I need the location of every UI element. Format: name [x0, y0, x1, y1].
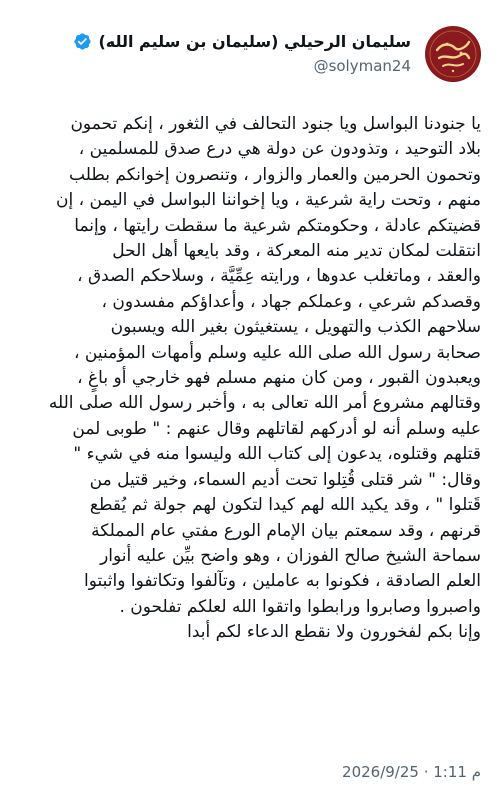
- tweet-line: سماحة الشيخ صالح الفوزان ، وهو واضح بيِّن عليه أنوار: [100, 545, 481, 566]
- display-name[interactable]: سليمان الرحيلي (سليمان بن سليم الله): [98, 32, 411, 51]
- tweet-line: سلاحهم الكذب والتهويل ، يستغيثون بغير الله ويسبون: [110, 317, 481, 338]
- tweet-line: وقتالهم مشروع أمر الله تعالى به ، وأخبر رسول الله صلى الله: [48, 393, 481, 414]
- tweet-line: وقال: " شر قتلى قُتِلوا تحت أديم السماء، وخير قتيل من: [89, 469, 481, 490]
- tweet-line: انتقلت لمكان تدير منه المعركة ، وقد بايعها أهل الحل: [112, 241, 481, 262]
- tweet-line: وتحمون الحرمين والعمار والزوار ، وتنصرون إخوانكم بطلب: [69, 164, 481, 185]
- tweet-line: العلم الصادقة ، فكونوا به عاملين ، وتآلفوا وتكاتفوا واثبتوا: [84, 571, 481, 592]
- tweet-line: قضيتكم عادلة ، وحكومتكم شرعية ما سقطت رايتها ، وإنما: [74, 215, 481, 236]
- tweet-body: [12, 112, 481, 646]
- tweet-line: منهم ، وتحت راية شرعية ، ويا إخواننا البواسل في اليمن ، إن: [56, 190, 481, 211]
- tweet-line: قَتلوا " ، وقد يكيد الله لهم كيدا لتكون لهم جولة ثم يُقطع: [89, 495, 481, 516]
- tweet-line: قتلهم وقتلوه، يدعون إلى كتاب الله وليسوا منه في شيء ": [73, 444, 481, 465]
- tweet-header: [16, 26, 481, 86]
- tweet-line: عليه وسلم أنه لو أدركهم لقاتلهم وقال عنهم : " طوبى لمن: [72, 418, 481, 439]
- display-name-row: [73, 32, 411, 51]
- verified-badge-icon: [73, 32, 92, 51]
- tweet-line: قرنهم ، وقد سمعتم بيان الإمام الورع مفتي عام المملكة: [91, 520, 481, 541]
- author-names: [73, 32, 411, 75]
- tweet-line: وإنا بكم لفخورون ولا نقطع الدعاء لكم أبدا: [187, 622, 481, 643]
- avatar[interactable]: [425, 26, 481, 82]
- author-handle[interactable]: @solyman24: [313, 57, 411, 75]
- tweet-line: وقصدكم شرعي ، وعملكم جهاد ، وأعداؤكم مفسدون ،: [101, 291, 481, 312]
- tweet-line: بلاد التوحيد ، وتذودون عن دولة هي درع صدق للمسلمين ،: [78, 139, 481, 160]
- tweet-timestamp[interactable]: 2026/9/25 · 1:11 م: [342, 763, 481, 781]
- tweet-line: ويعبدون القبور ، ومن كان منهم مسلم فهو خارجي أو باغٍ ،: [77, 368, 481, 389]
- tweet-line: والعقد ، وماتغلب عدوها ، ورايته عِمِّيَّة ، وسلاحكم الصدق ،: [77, 266, 481, 287]
- tweet-line: واصبروا وصابروا ورابطوا واتقوا الله لعلكم تفلحون .: [119, 596, 481, 617]
- tweet-line: يا جنودنا البواسل ويا جنود التحالف في الثغور ، إنكم تحمون: [70, 114, 481, 134]
- avatar-logo-icon: [425, 26, 481, 82]
- tweet-line: صحابة رسول الله صلى الله عليه وسلم وأمهات المؤمنين ،: [74, 342, 481, 363]
